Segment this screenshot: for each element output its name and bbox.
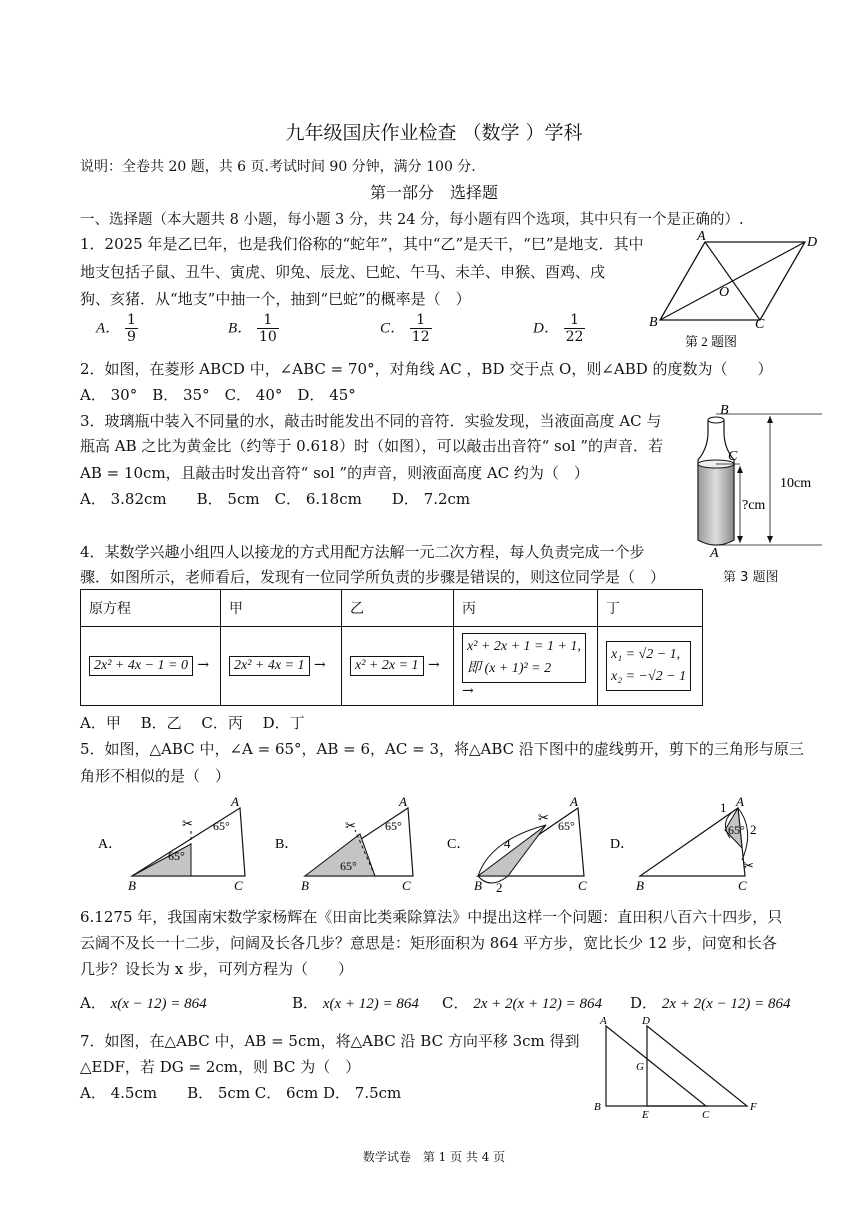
svg-text:D: D xyxy=(642,1015,650,1027)
q7-line2: △EDF，若 DG = 2cm，则 BC 为（ ） xyxy=(80,1058,361,1076)
svg-text:2: 2 xyxy=(750,822,757,837)
svg-text:B: B xyxy=(594,1101,601,1113)
exam-title: 九年级国庆作业检查 （数学 ）学科 xyxy=(285,122,583,144)
label-o: O xyxy=(719,285,730,300)
svg-text:65°: 65° xyxy=(168,849,185,863)
label-c: C xyxy=(755,317,765,332)
q4-line2: 骤．如图所示，老师看后，发现有一位同学所负责的步骤是错误的，则这位同学是（ ） xyxy=(80,568,666,586)
q5-figure-b xyxy=(275,794,413,893)
svg-text:A: A xyxy=(736,794,744,809)
q4-cell-yi: x² + 2x = 1 → xyxy=(342,627,454,706)
q1-line1: 1．2025 年是乙巳年，也是我们俗称的“蛇年”，其中“乙”是天干，“巳”是地支．其中 xyxy=(80,235,644,253)
q4-header-yi: 乙 xyxy=(342,590,454,627)
q3-line2: 瓶高 AB 之比为黄金比（约等于 0.618）时（如图），可以敲击出音符“ sol ”的声音．若 xyxy=(80,437,664,455)
svg-text:C: C xyxy=(234,878,243,893)
exam-instructions: 说明：全卷共 20 题，共 6 页.考试时间 90 分钟，满分 100 分. xyxy=(80,159,476,175)
svg-text:E: E xyxy=(642,1109,649,1121)
svg-text:B: B xyxy=(636,878,644,893)
figure-2-rhombus xyxy=(645,228,825,358)
q2-stem: 2．如图，在菱形 ABCD 中，∠ABC = 70°，对角线 AC ，BD 交于点 O，则∠ABD 的度数为（ ） xyxy=(80,360,773,378)
section-intro: 一、选择题（本大题共 8 小题，每小题 3 分，共 24 分，每小题有四个选项，其中只有一个是正确的）. xyxy=(80,212,744,228)
svg-text:A: A xyxy=(231,794,239,809)
label-c: C xyxy=(728,449,738,464)
q3-line3: AB = 10cm，且敲击时发出音符“ sol ”的声音，则液面高度 AC 约为（ ） xyxy=(80,464,589,482)
q4-cell-jia: 2x² + 4x = 1 → xyxy=(221,627,342,706)
q7-line1: 7．如图，在△ABC 中，AB = 5cm，将△ABC 沿 BC 方向平移 3cm 得到 xyxy=(80,1032,580,1050)
q1-option-d[interactable]: D． $\frac{1}{22}$ xyxy=(533,312,584,345)
svg-text:B: B xyxy=(301,878,309,893)
svg-text:C: C xyxy=(402,878,411,893)
svg-text:65°: 65° xyxy=(385,819,402,833)
svg-text:D．: D． xyxy=(610,837,635,852)
q5-line1: 5．如图，△ABC 中，∠A = 65°，AB = 6，AC = 3，将△ABC 沿下图中的虚线剪开，剪下的三角形与原三 xyxy=(80,740,804,758)
figure-3-bottle xyxy=(680,400,830,585)
svg-text:C．: C． xyxy=(447,837,471,852)
svg-text:✂: ✂ xyxy=(345,818,356,833)
label-a: A xyxy=(710,546,719,561)
q4-steps-table xyxy=(80,589,703,706)
svg-text:A．: A． xyxy=(98,837,123,852)
q1-line3: 狗、亥猪．从“地支”中抽一个，抽到“巳蛇”的概率是（ ） xyxy=(80,290,471,308)
liquid-height-label: ?cm xyxy=(742,498,766,513)
svg-text:B: B xyxy=(474,878,482,893)
q4-header-jia: 甲 xyxy=(221,590,342,627)
svg-text:✂: ✂ xyxy=(182,816,193,831)
figure-7-translation xyxy=(592,1014,772,1126)
q2-options[interactable]: A． 30° B． 35° C． 40° D． 45° xyxy=(80,386,356,404)
q6-option-b[interactable]: B． x(x + 12) = 864 xyxy=(292,994,419,1012)
q6-option-d[interactable]: D． 2x + 2(x − 12) = 864 xyxy=(630,994,791,1012)
q7-options[interactable]: A． 4.5cm B． 5cm C． 6cm D． 7.5cm xyxy=(80,1084,402,1102)
label-b: B xyxy=(720,403,729,418)
q4-line1: 4．某数学兴趣小组四人以接龙的方式用配方法解一元二次方程，每人负责完成一个步 xyxy=(80,543,645,561)
figure-2-caption: 第 2 题图 xyxy=(685,334,738,349)
svg-text:C: C xyxy=(578,878,587,893)
figure-3-caption: 第 3 题图 xyxy=(723,570,779,585)
svg-text:F: F xyxy=(750,1101,757,1113)
q6-option-a[interactable]: A． x(x − 12) = 864 xyxy=(80,994,207,1012)
q5-figure-c xyxy=(447,794,587,895)
q1-option-c[interactable]: C． $\frac{1}{12}$ xyxy=(380,312,430,345)
label-b: B xyxy=(649,315,658,330)
q6-line3: 几步？设长为 x 步，可列方程为（ ） xyxy=(80,960,353,978)
label-a: A xyxy=(697,229,706,244)
q5-figures xyxy=(90,790,790,895)
q6-option-c[interactable]: C． 2x + 2(x + 12) = 864 xyxy=(442,994,602,1012)
section-title: 第一部分 选择题 xyxy=(369,183,498,202)
svg-text:A: A xyxy=(570,794,578,809)
svg-text:65°: 65° xyxy=(728,823,745,837)
q4-cell-ding: x₁ = √2 − 1, x₂ = −√2 − 1 xyxy=(598,627,703,706)
q1-line2: 地支包括子鼠、丑牛、寅虎、卯兔、辰龙、巳蛇、午马、未羊、申猴、酉鸡、戌 xyxy=(80,263,606,281)
svg-text:B．: B． xyxy=(275,837,299,852)
q4-cell-original: 2x² + 4x − 1 = 0 → xyxy=(81,627,221,706)
q3-options[interactable]: A． 3.82cm B． 5cm C． 6.18cm D． 7.2cm xyxy=(80,490,471,508)
q6-line2: 云阔不及长一十二步，问阔及长各几步？意思是：矩形面积为 864 平方步，宽比长少 12 步，问宽和长各 xyxy=(80,934,777,952)
svg-text:65°: 65° xyxy=(340,859,357,873)
q3-line1: 3．玻璃瓶中装入不同量的水，敲击时能发出不同的音符．实验发现，当液面高度 AC 与 xyxy=(80,412,662,430)
svg-text:B: B xyxy=(128,878,136,893)
page-footer: 数学试卷 第 1 页 共 4 页 xyxy=(362,1150,506,1164)
bottle-height-label: 10cm xyxy=(780,476,812,491)
q6-line1: 6.1275 年，我国南宋数学家杨辉在《田亩比类乘除算法》中提出这样一个问题：直田积八百六十四步，只 xyxy=(80,908,783,926)
q4-cell-bing: x² + 2x + 1 = 1 + 1, 即 (x + 1)² = 2 → xyxy=(454,627,598,706)
label-d: D xyxy=(807,235,818,250)
svg-text:C: C xyxy=(738,878,747,893)
svg-text:4: 4 xyxy=(504,836,511,851)
q5-line2: 角形不相似的是（ ） xyxy=(80,767,231,785)
q1-option-a[interactable]: A． $\frac{1}{9}$ xyxy=(96,312,136,345)
q5-figure-a xyxy=(98,794,245,893)
q1-option-b[interactable]: B． $\frac{1}{10}$ xyxy=(228,312,277,345)
q4-header-ding: 丁 xyxy=(598,590,703,627)
svg-text:G: G xyxy=(636,1061,644,1073)
svg-text:65°: 65° xyxy=(558,819,575,833)
svg-text:✂: ✂ xyxy=(538,810,549,825)
q4-header-bing: 丙 xyxy=(454,590,598,627)
svg-text:✂: ✂ xyxy=(743,858,754,873)
svg-text:1: 1 xyxy=(720,800,727,815)
svg-text:A: A xyxy=(399,794,407,809)
q5-figure-d xyxy=(610,794,757,893)
svg-text:A: A xyxy=(600,1015,607,1027)
svg-text:C: C xyxy=(702,1109,710,1121)
q4-header-original: 原方程 xyxy=(81,590,221,627)
svg-text:2: 2 xyxy=(496,880,503,895)
svg-text:65°: 65° xyxy=(213,819,230,833)
q4-options[interactable]: A．甲 B．乙 C．丙 D．丁 xyxy=(80,714,305,732)
